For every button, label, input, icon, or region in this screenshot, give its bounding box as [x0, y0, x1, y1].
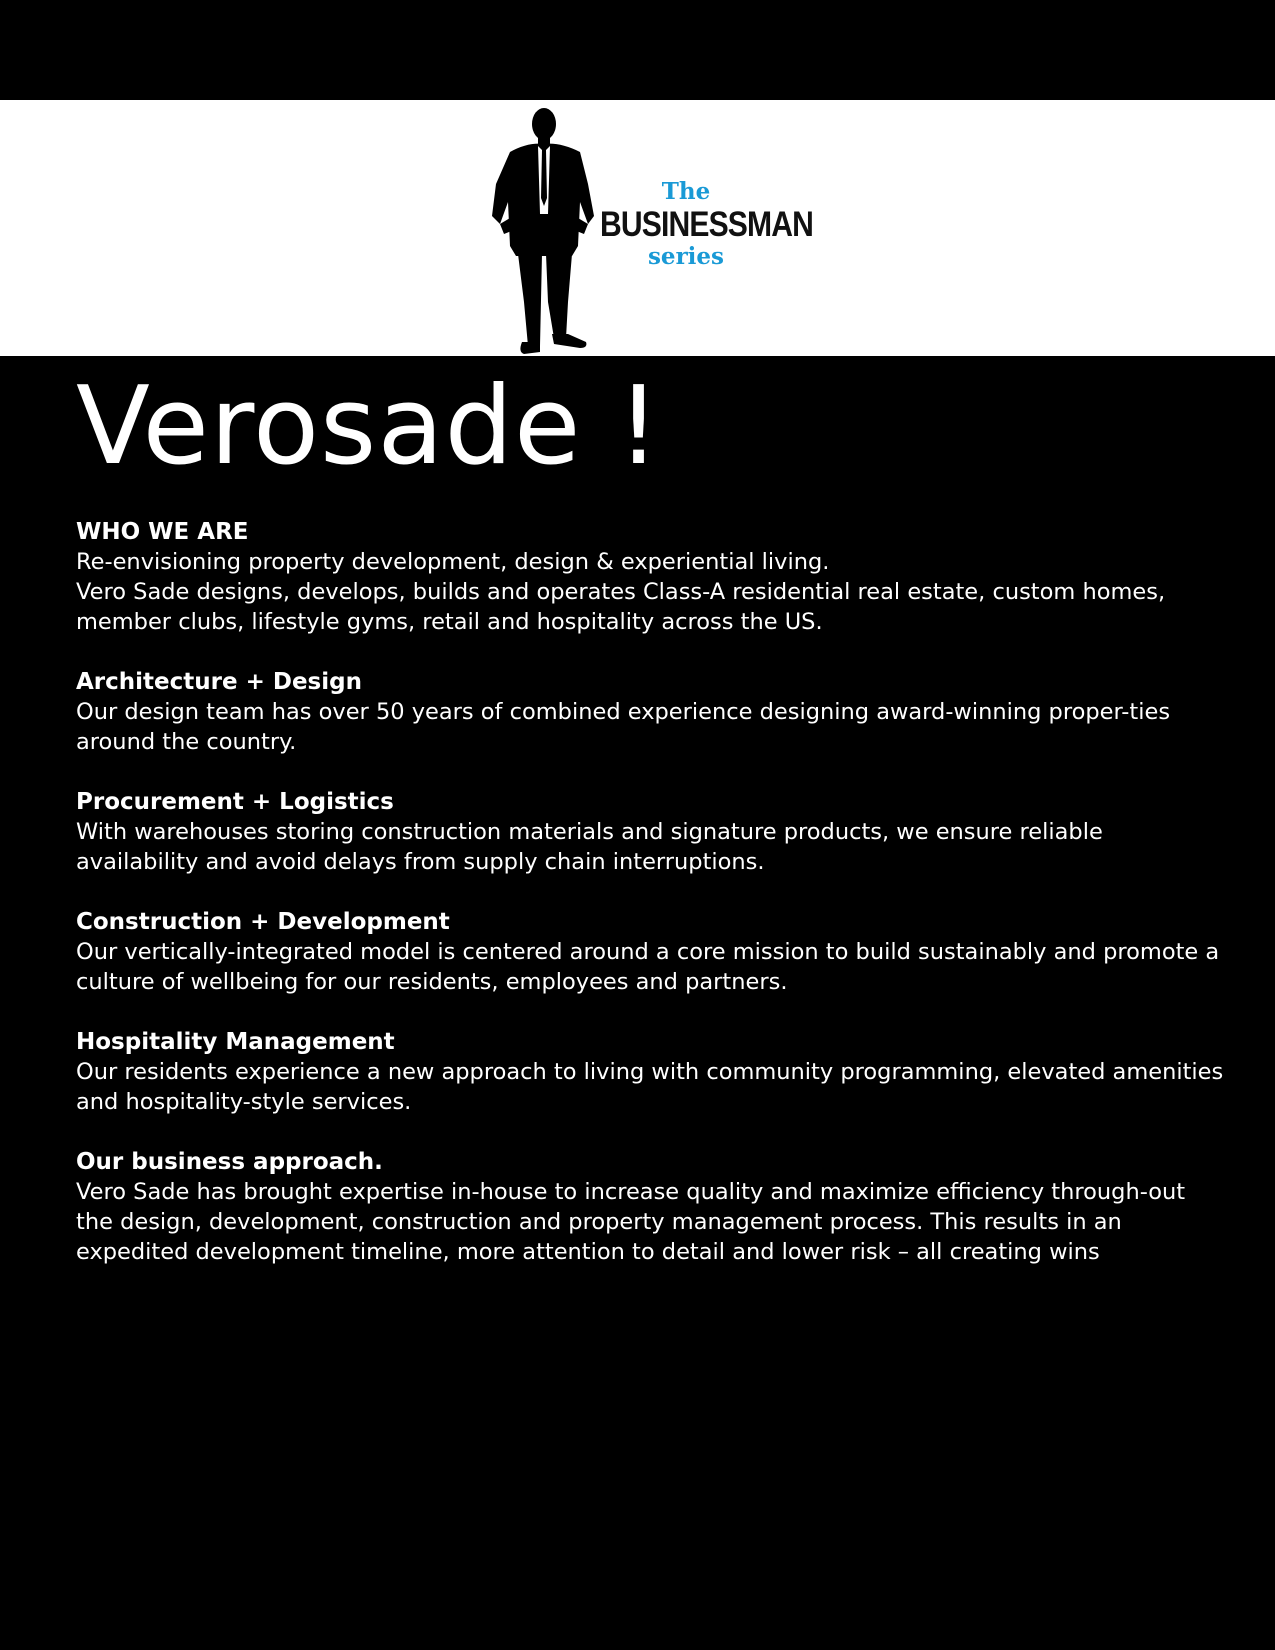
section-body	[76, 697, 1226, 757]
section-title: Construction + Development	[76, 908, 450, 935]
section-title: Our business approach.	[76, 1148, 383, 1175]
logo-businessman: BUSINESSMAN	[600, 205, 813, 244]
main-content	[76, 364, 1226, 1267]
section-paragraph: Vero Sade designs, develops, builds and operates Class-A residential real estate, custom homes, member clubs, lifestyle gyms, retail and hospitality across the US.	[76, 578, 1166, 635]
section-body	[76, 1177, 1226, 1267]
section-paragraph: With warehouses storing construction materials and signature products, we ensure reliable availability and avoid delays from supply chain interruptions.	[76, 818, 1103, 875]
series-logo	[586, 178, 813, 270]
section-paragraph: Our residents experience a new approach to living with community programming, elevated amenities and hospitality-style services.	[76, 1058, 1224, 1115]
section-body	[76, 547, 1226, 637]
section-paragraph: Re-envisioning property development, design & experiential living.	[76, 548, 830, 575]
section-title: Hospitality Management	[76, 1028, 395, 1055]
section-body	[76, 817, 1226, 877]
section-title: Procurement + Logistics	[76, 788, 394, 815]
section-business-approach	[76, 1147, 1226, 1267]
section-who-we-are	[76, 517, 1226, 637]
section-paragraph: Our vertically-integrated model is centered around a core mission to build sustainably and promote a culture of wellbeing for our residents, employees and partners.	[76, 938, 1220, 995]
section-body	[76, 937, 1226, 997]
logo-series: series	[647, 243, 725, 270]
section-architecture-design	[76, 667, 1226, 757]
section-procurement-logistics	[76, 787, 1226, 877]
section-paragraph: Vero Sade has brought expertise in-house to increase quality and maximize efficiency through-out the design, development, construction and property management process. This results in an expedited development timeline, more attention to detail and lower risk – all creating wins	[76, 1178, 1186, 1265]
section-title: Architecture + Design	[76, 668, 362, 695]
logo-the: The	[661, 178, 711, 205]
section-hospitality-management	[76, 1027, 1226, 1117]
section-body	[76, 1057, 1226, 1117]
section-paragraph: Our design team has over 50 years of combined experience designing award-winning proper-ties around the country.	[76, 698, 1171, 755]
section-title: WHO WE ARE	[76, 518, 249, 545]
page-title: Verosade !	[76, 364, 662, 489]
section-construction-development	[76, 907, 1226, 997]
header-banner	[0, 100, 1275, 356]
